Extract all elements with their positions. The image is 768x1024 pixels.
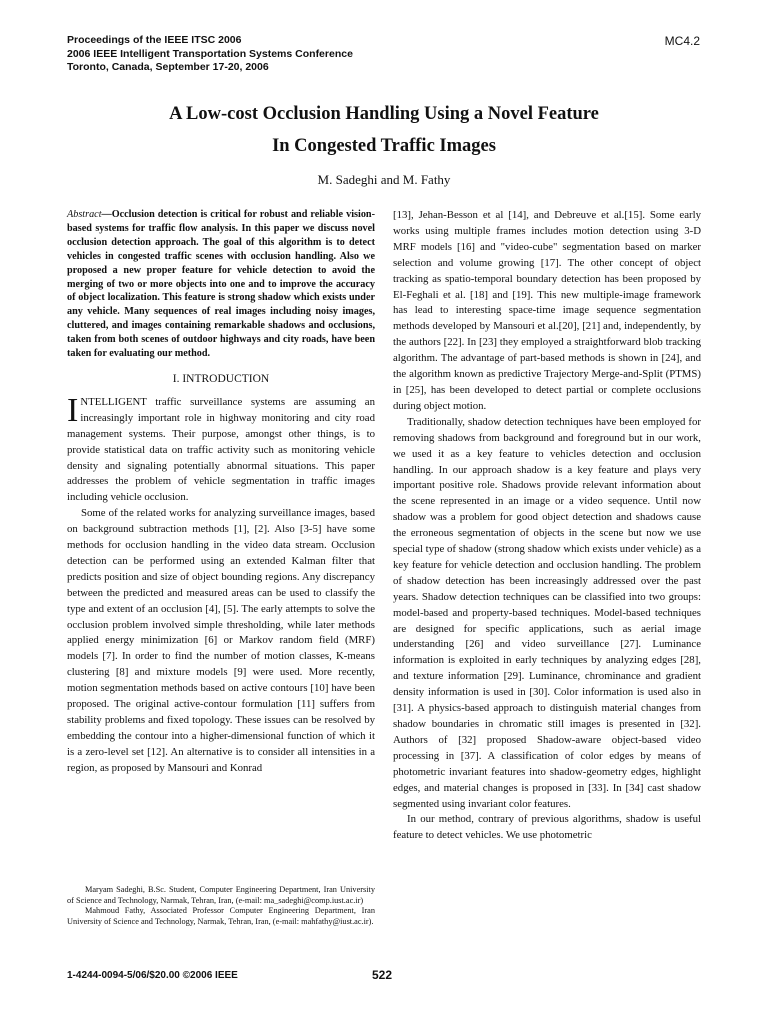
abstract [67, 208, 375, 361]
right-paragraph-1: [13], Jehan-Besson et al [14], and Debreuve et al.[15]. Some early works using multiple frames includes motion detection using 3-D MRF models [16] and "video-cube" segmentation based on marker selection and volume growing [17]. The other concept of object tracking as spatio-temporal boundary detection has been proposed by El-Feghali et al. [18] and [19]. This new multiple-image framework has lead to interesting space-time image sequence segmentation methods developed by Mansouri et al.[20], [21] and, independently, by the authors [22]. In [23] they employed a straightforward blob tracking algorithm. The advantage of part-based methods is shown in [24], and the algorithm known as predictive Trajectory Merge-and-Split (PTMS) in [25], has been developed to detect partial or complete occlusions during object motion. [393, 209, 701, 412]
session-code: MC4.2 [664, 34, 700, 48]
intro-paragraph-2: Some of the related works for analyzing surveillance images, based on background subtraction methods [1], [2]. Also [3-5] have some methods for occlusion handling in the video data stream. Occlusion detection can be performed using an extended Kalman filter that predicts position and size of object bounding regions. Any discrepancy between the predicted and measured areas can be used to classify the type and extent of an occlusion [4], [5]. The early attempts to solve the occlusion problem involved simple thresholding, while later methods applied energy minimization [6] or Markov random field (MRF) models [7]. In order to find the number of motion classes, K-means clustering [8] and mixture models [9] were used. More recently, motion segmentation methods based on active contours [10] have been proposed. The original active-contour formulation [11] suffers from stability problems and fixed topology. These issues can be resolved by embedding the contour into a higher-dimensional function of which it is a zero-level set [12]. An alternative is to consider all intensities in a region, as proposed by Mansouri and Konrad [67, 507, 375, 774]
footnote-author-2: Mahmoud Fathy, Associated Professor Computer Engineering Department, Iran University of Science and Technology, Narmak, Tehran, Iran, (e-mail: mahfathy@iust.ac.ir). [67, 906, 375, 927]
right-paragraph-3: In our method, contrary of previous algorithms, shadow is useful feature to detect vehicles. We use photometric [393, 813, 701, 842]
intro-paragraph-1-text: NTELLIGENT traffic surveillance systems are assuming an increasingly important role in highway monitoring and city road management systems. Their purpose, amongst other things, is to provide statistical data on traffic activity such as monitoring vehicle density and signaling potentially abnormal situations. This paper addresses the problem of vehicle segmentation in traffic images including vehicle occlusion. [67, 395, 375, 504]
proceedings-header [67, 34, 487, 75]
drop-cap: I [67, 391, 79, 429]
section-heading-introduction: I. INTRODUCTION [172, 372, 270, 385]
left-column [67, 208, 375, 777]
paper-title-line-1: A Low-cost Occlusion Handling Using a Novel Feature [169, 104, 599, 124]
header-line-1: Proceedings of the IEEE ITSC 2006 [67, 34, 242, 46]
page-number: 522 [372, 968, 393, 982]
footnote-author-1: Maryam Sadeghi, B.Sc. Student, Computer Engineering Department, Iran University of Science and Technology, Narmak, Tehran, Iran, (e-mail: ma_sadeghi@comp.iust.ac.ir) [67, 885, 375, 905]
author-footnote [67, 885, 375, 928]
abstract-text: —Occlusion detection is critical for robust and reliable vision-based systems for traffic flow analysis. In this paper we discuss novel occlusion detection approach. The goal of this algorithm is to detect vehicles in congested traffic scenes with occlusion handling. Also we proposed a new proper feature for vehicle detection to avoid the merging of two or more objects into one and to improve the accuracy of object localization. This feature is strong shadow which exists under any vehicle. Many sequences of real images including noisy images, cluttered, and images containing remarkable shadows and occlusions, taken from both scenes of outdoor highways and city roads, have been taken for evaluating our method. [67, 209, 375, 360]
intro-paragraph-1 [67, 391, 375, 506]
header-line-2: 2006 IEEE Intelligent Transportation Systems Conference [67, 47, 353, 60]
abstract-label: Abstract [67, 209, 102, 220]
paper-title-line-2: In Congested Traffic Images [272, 136, 496, 156]
right-paragraph-2: Traditionally, shadow detection techniques have been employed for removing shadows from background and foreground but in our work, we used it as a key feature to vehicles detection and occlusion handling. In our approach shadow is a key feature and plays very important positive role. Shadows provide relevant information about the scene represented in an image or a video sequence. Until now shadow was a problem for good object detection and shadows cause the erroneous segmentation of objects in the scene but now we use special type of shadow (strong shadow which exists under vehicle) as a key feature for vehicle detection and occlusion handling. The problem of shadow detection has been increasingly addressed over the past years. Shadow detection techniques can be classified into two groups: model-based and property-based techniques. Model-based techniques are designed for specific applications, such as aerial image understanding [26] and video surveillance [27]. Luminance information is exploited in early techniques by analyzing edges [28], and texture information [29]. Luminance, chrominance and gradient density information is used in [30]. Color information is used also in [31]. A physics-based approach to distinguish material changes from shadow boundaries in chromatic still images is presented in [32]. Authors of [32] proposed Shadow-aware object-based video processing in [37]. A classification of color edges by means of photometric invariant features into shadow-geometry edges, highlight edges, and material changes is proposed in [33]. In [34] cast shadow segmented using invariant color features. [393, 415, 701, 810]
right-column [393, 208, 701, 844]
header-line-3: Toronto, Canada, September 17-20, 2006 [67, 61, 269, 73]
copyright-footer: 1-4244-0094-5/06/$20.00 ©2006 IEEE [67, 970, 238, 981]
paper-authors: M. Sadeghi and M. Fathy [317, 172, 451, 187]
